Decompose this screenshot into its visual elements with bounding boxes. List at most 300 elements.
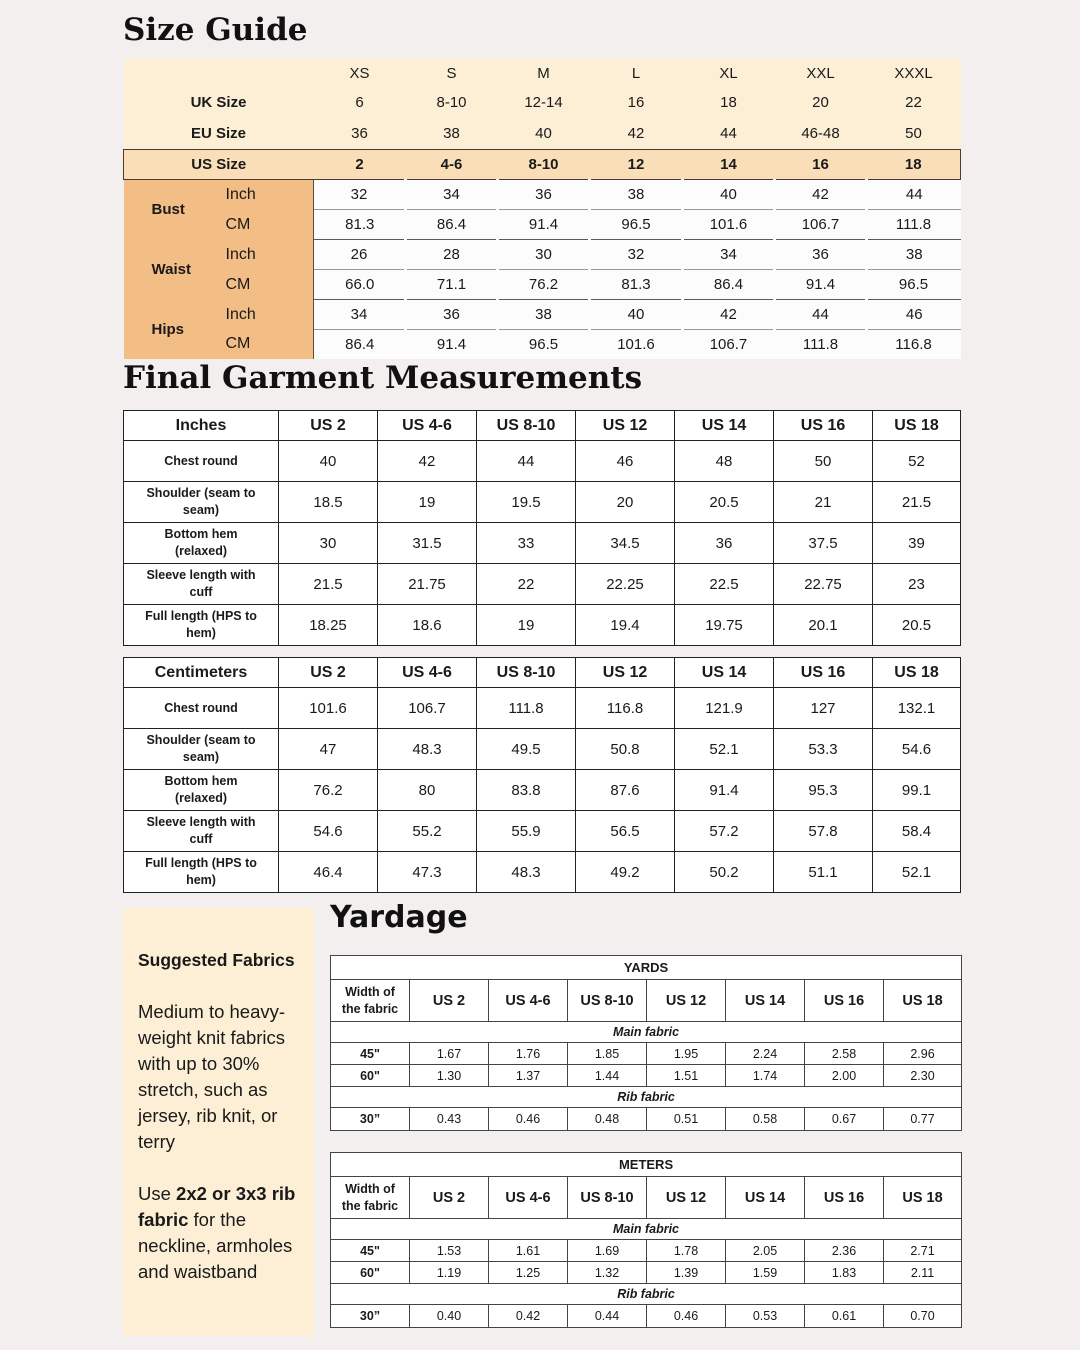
measurement-value: 46.4 [279,852,378,893]
size-value: 42 [590,117,683,150]
suggested-fabrics-title: Suggested Fabrics [138,950,295,970]
measurement-value: 34 [314,300,406,330]
measurement-value: 101.6 [590,330,683,360]
size-column-header: US 2 [410,980,489,1022]
measurement-value: 111.8 [477,688,576,729]
measurement-value: 21.5 [873,482,961,523]
size-column-header: US 16 [805,1177,884,1219]
measurement-label: Chest round [124,688,279,729]
size-value: 22 [867,88,961,117]
measurement-value: 101.6 [683,210,775,240]
size-column-header: US 18 [884,1177,962,1219]
yardage-value: 2.24 [726,1043,805,1065]
size-column-header: US 8-10 [477,658,576,688]
yardage-value: 0.70 [884,1305,962,1328]
size-value: 12 [590,150,683,180]
measurement-value: 20 [576,482,675,523]
yardage-value: 1.32 [568,1262,647,1284]
measurement-value: 36 [675,523,774,564]
measurement-value: 91.4 [675,770,774,811]
measurement-value: 32 [314,180,406,210]
yardage-caption-row [331,956,962,980]
measurement-value: 99.1 [873,770,961,811]
measurement-value: 55.2 [378,811,477,852]
suggested-fabrics-panel [123,908,314,1336]
yardage-value: 1.61 [489,1240,568,1262]
yardage-header-row [331,1177,962,1219]
yardage-value: 0.42 [489,1305,568,1328]
measurement-value: 95.3 [774,770,873,811]
size-value: 18 [867,150,961,180]
size-value: 46-48 [775,117,867,150]
fabric-width: 45" [331,1240,410,1262]
measurement-value: 121.9 [675,688,774,729]
measurement-value: 80 [378,770,477,811]
measurement-value: 87.6 [576,770,675,811]
size-guide-table [123,59,961,359]
measurement-value: 48.3 [378,729,477,770]
uk-size-row [124,88,961,117]
measurement-value: 51.1 [774,852,873,893]
measurement-value: 19.4 [576,605,675,646]
measurement-value: 76.2 [279,770,378,811]
size-value: 38 [406,117,498,150]
measurement-value: 31.5 [378,523,477,564]
measurement-value: 36 [406,300,498,330]
measurement-value: 20.5 [675,482,774,523]
measurement-value: 57.2 [675,811,774,852]
measurement-value: 44 [477,441,576,482]
measurement-row [124,852,961,893]
measurement-value: 32 [590,240,683,270]
measurement-row [124,523,961,564]
measurement-value: 81.3 [314,210,406,240]
measurement-value: 38 [590,180,683,210]
measurement-value: 30 [498,240,590,270]
fabric-description: Medium to heavy-weight knit fabrics with up to 30% stretch, such as jersey, rib knit, or terry [138,1001,286,1152]
yardage-value: 1.19 [410,1262,489,1284]
yardage-value: 1.78 [647,1240,726,1262]
measurement-value: 19.75 [675,605,774,646]
size-column-header: US 4-6 [378,658,477,688]
size-column-header: US 2 [279,411,378,441]
measurement-value: 86.4 [406,210,498,240]
measurement-value: 34.5 [576,523,675,564]
measurement-value: 37.5 [774,523,873,564]
size-column-header: US 16 [774,658,873,688]
measurement-value: 49.5 [477,729,576,770]
size-column-header: US 16 [774,411,873,441]
size-value: 12-14 [498,88,590,117]
measurement-label: Sleeve length with cuff [124,564,279,605]
measurement-value: 22.75 [774,564,873,605]
measurement-label: Full length (HPS to hem) [124,852,279,893]
measurement-value: 34 [406,180,498,210]
measurement-value: 44 [775,300,867,330]
measurement-value: 22.25 [576,564,675,605]
measurement-value: 33 [477,523,576,564]
size-column-header: US 8-10 [477,411,576,441]
measurement-row-cm [124,210,961,240]
size-column-header: US 2 [279,658,378,688]
yardage-caption-row [331,1153,962,1177]
size-column-header: US 4-6 [489,980,568,1022]
width-of-fabric-label: Width of the fabric [331,980,410,1022]
yardage-value: 1.25 [489,1262,568,1284]
rib-fabric-note [138,1181,308,1285]
letter-size: XS [314,59,406,88]
measurement-value: 39 [873,523,961,564]
measurement-row [124,811,961,852]
measurement-value: 91.4 [775,270,867,300]
yardage-value: 0.44 [568,1305,647,1328]
yardage-value: 0.67 [805,1108,884,1131]
fabric-width: 60" [331,1065,410,1087]
measurement-group-label: Bust [124,180,219,240]
yardage-value: 0.43 [410,1108,489,1131]
measurement-value: 49.2 [576,852,675,893]
letter-size: S [406,59,498,88]
measurement-value: 22 [477,564,576,605]
yardage-caption: YARDS [331,956,962,980]
yardage-row [331,1240,962,1262]
inches-table [123,410,961,646]
yardage-value: 2.58 [805,1043,884,1065]
measurement-value: 36 [775,240,867,270]
size-column-header: US 18 [884,980,962,1022]
measurement-value: 34 [683,240,775,270]
rib-note-prefix: Use [138,1183,177,1204]
measurement-value: 111.8 [775,330,867,360]
size-column-header: US 14 [675,658,774,688]
measurement-value: 91.4 [498,210,590,240]
letter-size: L [590,59,683,88]
measurement-value: 106.7 [683,330,775,360]
meters-table [330,1152,962,1328]
measurement-value: 18.25 [279,605,378,646]
letter-size: XXL [775,59,867,88]
measurement-value: 19 [477,605,576,646]
yardage-value: 1.53 [410,1240,489,1262]
measurement-value: 28 [406,240,498,270]
measurement-label: Sleeve length with cuff [124,811,279,852]
yardage-value: 2.00 [805,1065,884,1087]
yardage-row [331,1305,962,1328]
measurement-value: 52 [873,441,961,482]
yardage-value: 1.67 [410,1043,489,1065]
yardage-value: 0.58 [726,1108,805,1131]
size-column-header: US 16 [805,980,884,1022]
measurement-value: 132.1 [873,688,961,729]
measurement-value: 20.1 [774,605,873,646]
yardage-value: 1.37 [489,1065,568,1087]
measurement-value: 38 [867,240,961,270]
yardage-value: 1.69 [568,1240,647,1262]
measurement-value: 46 [867,300,961,330]
measurement-value: 19.5 [477,482,576,523]
measurement-value: 50 [774,441,873,482]
measurement-value: 96.5 [867,270,961,300]
measurement-value: 50.8 [576,729,675,770]
size-value: 36 [314,117,406,150]
letter-size-row [124,59,961,88]
measurement-row [124,770,961,811]
size-column-header: US 12 [576,411,675,441]
yardage-value: 1.83 [805,1262,884,1284]
measurement-label: Shoulder (seam to seam) [124,482,279,523]
yardage-value: 1.59 [726,1262,805,1284]
size-guide-title: Size Guide [123,12,308,48]
measurement-value: 55.9 [477,811,576,852]
yards-table [330,955,962,1131]
size-value: 6 [314,88,406,117]
measurement-group-label: Hips [124,300,219,360]
measurement-label: Shoulder (seam to seam) [124,729,279,770]
measurement-value: 96.5 [498,330,590,360]
us-size-row [124,150,961,180]
measurement-label: Chest round [124,441,279,482]
eu-size-row [124,117,961,150]
measurement-row-inch [124,240,961,270]
size-value: 44 [683,117,775,150]
measurement-value: 22.5 [675,564,774,605]
measurement-value: 36 [498,180,590,210]
size-column-header: US 4-6 [378,411,477,441]
measurement-value: 116.8 [576,688,675,729]
yardage-value: 0.61 [805,1305,884,1328]
measurement-value: 96.5 [590,210,683,240]
yardage-value: 1.74 [726,1065,805,1087]
size-column-header: US 4-6 [489,1177,568,1219]
measurement-value: 23 [873,564,961,605]
measurement-value: 116.8 [867,330,961,360]
yardage-row [331,1262,962,1284]
measurement-value: 111.8 [867,210,961,240]
measurement-group-label: Waist [124,240,219,300]
yardage-value: 2.05 [726,1240,805,1262]
size-value: 40 [498,117,590,150]
size-column-header: US 12 [576,658,675,688]
size-column-header: US 8-10 [568,980,647,1022]
unit-header: Inches [124,411,279,441]
size-column-header: US 14 [726,1177,805,1219]
size-column-header: US 2 [410,1177,489,1219]
measurement-value: 21.5 [279,564,378,605]
measurement-value: 42 [378,441,477,482]
measurement-value: 91.4 [406,330,498,360]
measurement-value: 42 [683,300,775,330]
measurement-value: 81.3 [590,270,683,300]
yardage-value: 1.85 [568,1043,647,1065]
measurement-value: 86.4 [314,330,406,360]
measurement-value: 21 [774,482,873,523]
fabric-width: 30” [331,1305,410,1328]
yardage-row [331,1065,962,1087]
measurement-label: Full length (HPS to hem) [124,605,279,646]
main-fabric-row [331,1219,962,1240]
unit-label-cm: CM [219,210,314,240]
yardage-value: 2.36 [805,1240,884,1262]
measurement-value: 58.4 [873,811,961,852]
measurement-label: Bottom hem (relaxed) [124,523,279,564]
unit-label-inch: Inch [219,180,314,210]
yardage-value: 0.51 [647,1108,726,1131]
size-value: 20 [775,88,867,117]
measurement-value: 86.4 [683,270,775,300]
yardage-value: 0.53 [726,1305,805,1328]
size-column-header: US 8-10 [568,1177,647,1219]
yardage-header-row [331,980,962,1022]
rib-note-bold: 2x2 or 3x3 rib fabric [138,1183,296,1230]
size-value: 8-10 [498,150,590,180]
yardage-value: 1.76 [489,1043,568,1065]
yardage-value: 1.30 [410,1065,489,1087]
measurement-value: 53.3 [774,729,873,770]
measurement-value: 56.5 [576,811,675,852]
measurement-value: 18.5 [279,482,378,523]
unit-header: Centimeters [124,658,279,688]
measurement-label: Bottom hem (relaxed) [124,770,279,811]
width-of-fabric-label: Width of the fabric [331,1177,410,1219]
size-value: 8-10 [406,88,498,117]
final-garment-title: Final Garment Measurements [123,360,643,396]
measurement-value: 106.7 [775,210,867,240]
unit-label-cm: CM [219,270,314,300]
yardage-row [331,1043,962,1065]
measurement-row-cm [124,270,961,300]
measurement-value: 26 [314,240,406,270]
measurement-value: 54.6 [279,811,378,852]
yardage-value: 0.46 [489,1108,568,1131]
main-fabric-label: Main fabric [331,1022,962,1043]
size-value: 50 [867,117,961,150]
measurement-value: 40 [279,441,378,482]
measurement-row-inch [124,300,961,330]
measurement-value: 48 [675,441,774,482]
eu-size-label: EU Size [124,117,314,150]
uk-size-label: UK Size [124,88,314,117]
size-value: 2 [314,150,406,180]
unit-label-inch: Inch [219,240,314,270]
yardage-caption: METERS [331,1153,962,1177]
yardage-value: 2.11 [884,1262,962,1284]
measurement-value: 21.75 [378,564,477,605]
measurement-value: 54.6 [873,729,961,770]
measurement-value: 48.3 [477,852,576,893]
fabric-width: 45" [331,1043,410,1065]
yardage-row [331,1108,962,1131]
main-fabric-label: Main fabric [331,1219,962,1240]
measurement-value: 40 [590,300,683,330]
measurement-row-inch [124,180,961,210]
yardage-value: 1.39 [647,1262,726,1284]
measurement-value: 47.3 [378,852,477,893]
yardage-value: 1.95 [647,1043,726,1065]
centimeters-table [123,657,961,893]
size-value: 4-6 [406,150,498,180]
measurement-value: 106.7 [378,688,477,729]
rib-note-suffix: for the neckline, armholes and waistband [138,1209,293,1282]
letter-size: XL [683,59,775,88]
measurement-value: 57.8 [774,811,873,852]
measurement-value: 40 [683,180,775,210]
measurement-value: 50.2 [675,852,774,893]
measurement-value: 20.5 [873,605,961,646]
table-header-row [124,658,961,688]
fabric-width: 60" [331,1262,410,1284]
us-size-label: US Size [124,150,314,180]
size-column-header: US 14 [726,980,805,1022]
yardage-value: 0.48 [568,1108,647,1131]
measurement-value: 76.2 [498,270,590,300]
letter-size: M [498,59,590,88]
measurement-row [124,688,961,729]
measurement-value: 19 [378,482,477,523]
rib-fabric-label: Rib fabric [331,1087,962,1108]
measurement-row [124,482,961,523]
size-value: 14 [683,150,775,180]
fabric-width: 30” [331,1108,410,1131]
size-value: 18 [683,88,775,117]
size-column-header: US 12 [647,1177,726,1219]
yardage-title: Yardage [330,900,468,935]
letter-size: XXXL [867,59,961,88]
measurement-row [124,564,961,605]
rib-fabric-row [331,1284,962,1305]
size-column-header: US 12 [647,980,726,1022]
measurement-value: 47 [279,729,378,770]
measurement-value: 18.6 [378,605,477,646]
measurement-value: 101.6 [279,688,378,729]
measurement-value: 38 [498,300,590,330]
measurement-value: 52.1 [873,852,961,893]
measurement-value: 71.1 [406,270,498,300]
measurement-value: 30 [279,523,378,564]
size-column-header: US 18 [873,411,961,441]
measurement-groups [124,180,961,360]
measurement-value: 52.1 [675,729,774,770]
measurement-value: 46 [576,441,675,482]
rib-fabric-label: Rib fabric [331,1284,962,1305]
yardage-value: 2.96 [884,1043,962,1065]
main-fabric-row [331,1022,962,1043]
size-value: 16 [775,150,867,180]
table-header-row [124,411,961,441]
unit-label-cm: CM [219,330,314,360]
yardage-value: 0.77 [884,1108,962,1131]
yardage-value: 2.71 [884,1240,962,1262]
yardage-value: 1.44 [568,1065,647,1087]
yardage-value: 2.30 [884,1065,962,1087]
measurement-value: 127 [774,688,873,729]
measurement-value: 83.8 [477,770,576,811]
unit-label-inch: Inch [219,300,314,330]
yardage-value: 0.40 [410,1305,489,1328]
size-column-header: US 18 [873,658,961,688]
measurement-value: 44 [867,180,961,210]
rib-fabric-row [331,1087,962,1108]
measurement-row [124,441,961,482]
yardage-value: 1.51 [647,1065,726,1087]
size-value: 16 [590,88,683,117]
size-column-header: US 14 [675,411,774,441]
measurement-value: 42 [775,180,867,210]
measurement-value: 66.0 [314,270,406,300]
measurement-row-cm [124,330,961,360]
measurement-row [124,605,961,646]
measurement-row [124,729,961,770]
yardage-value: 0.46 [647,1305,726,1328]
